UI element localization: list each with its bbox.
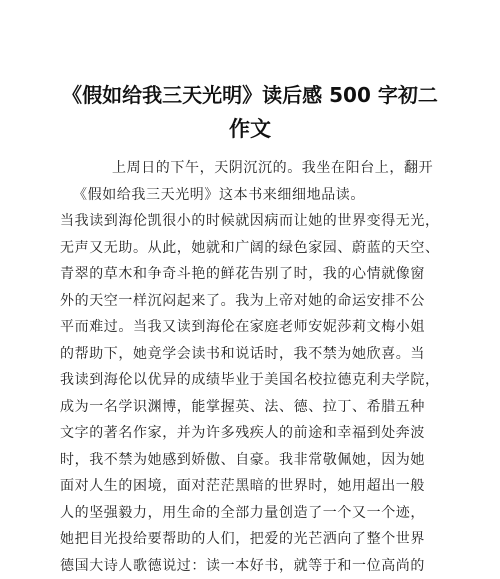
paragraph-line: 德国大诗人歌德说过：读一本好书，就等于和一位高尚的 xyxy=(60,553,440,579)
title-line-2: 作文 xyxy=(60,112,440,146)
paragraph-line: 人的坚强毅力，用生命的全部力量创造了一个又一个迹， xyxy=(60,500,440,527)
paragraph-line: 青翠的草木和争奇斗艳的鲜花告别了时，我的心情就像窗 xyxy=(60,261,440,288)
paragraph-line: 无声又无助。从此，她就和广阔的绿色家园、蔚蓝的天空、 xyxy=(60,235,440,262)
paragraph-line: 当我读到海伦凯很小的时候就因病而让她的世界变得无光， xyxy=(60,208,440,235)
paragraph-line: 文字的著名作家，并为许多残疾人的前途和幸福到处奔波 xyxy=(60,420,440,447)
paragraph-line: 外的天空一样沉闷起来了。我为上帝对她的命运安排不公 xyxy=(60,288,440,315)
paragraph-line: 面对人生的困境，面对茫茫黑暗的世界时，她用超出一般 xyxy=(60,473,440,500)
paragraph-line: 我读到海伦以优异的成绩毕业于美国名校拉德克利夫学院， xyxy=(60,367,440,394)
document-title xyxy=(60,78,440,146)
paragraph-line: 上周日的下午，天阴沉沉的。我坐在阳台上，翻开 xyxy=(60,155,440,182)
paragraph-line: 成为一名学识渊博，能掌握英、法、德、拉丁、希腊五种 xyxy=(60,394,440,421)
paragraph-line: 平而难过。当我又读到海伦在家庭老师安妮莎莉文梅小姐 xyxy=(60,314,440,341)
title-line-1: 《假如给我三天光明》读后感 500 字初二 xyxy=(60,78,440,112)
paragraph-line: 的帮助下，她竟学会读书和说话时，我不禁为她欣喜。当 xyxy=(60,341,440,368)
paragraph-line: 她把目光投给要帮助的人们，把爱的光芒洒向了整个世界 xyxy=(60,526,440,553)
paragraph-line: 《假如给我三天光明》这本书来细细地品读。 xyxy=(60,182,440,209)
paragraph-line: 时，我不禁为她感到娇傲、自豪。我非常敬佩她，因为她 xyxy=(60,447,440,474)
document-body xyxy=(60,155,440,579)
